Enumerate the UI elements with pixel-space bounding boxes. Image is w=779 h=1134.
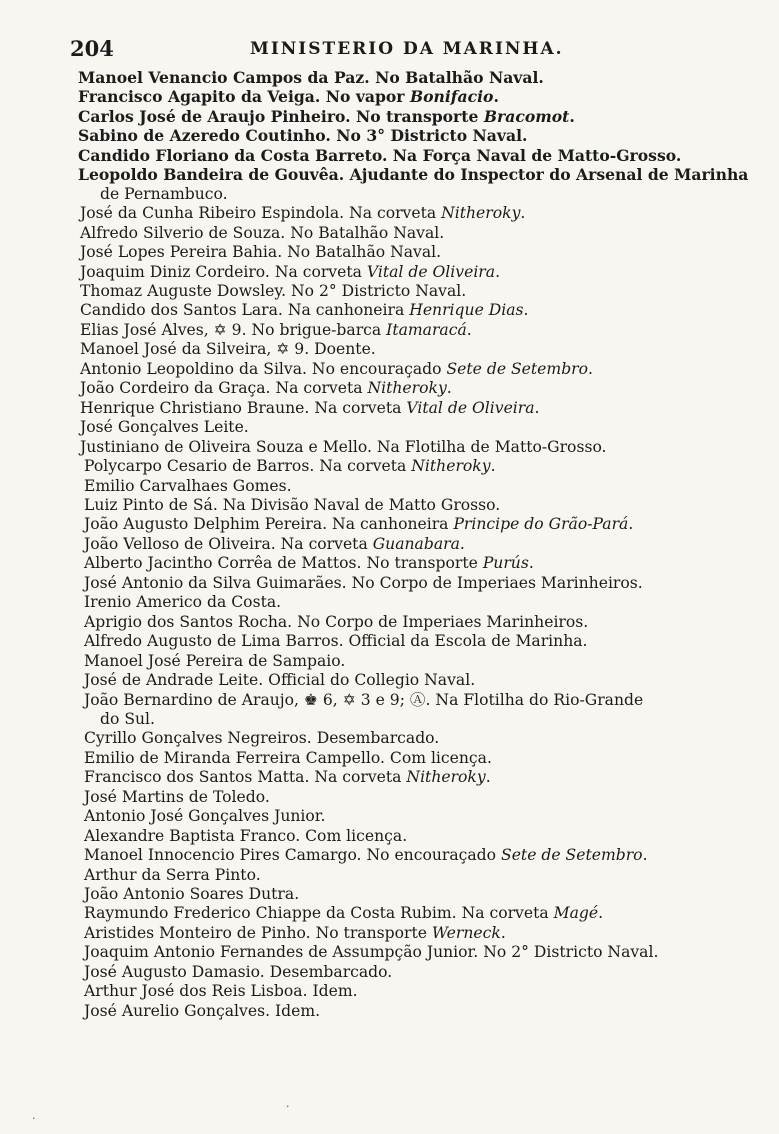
entry-text: Sabino de Azeredo Coutinho. No 3° Districto Naval.: [78, 126, 528, 146]
personnel-entry: [78, 632, 758, 651]
personnel-entry: [78, 807, 758, 826]
personnel-entry: [78, 904, 758, 923]
ship-name: Purús: [482, 554, 529, 573]
entry-text: Carlos José de Araujo Pinheiro. No transporte: [78, 106, 484, 126]
personnel-entry: [78, 593, 758, 612]
ship-name: Sete de Setembro: [446, 359, 589, 378]
personnel-entry: [78, 87, 758, 106]
entry-text: Manoel José da Silveira, ✡ 9. Doente.: [80, 340, 376, 359]
entry-text: Leopoldo Bandeira de Gouvêa. Ajudante do Inspector do Arsenal de Marinha: [78, 165, 749, 185]
personnel-entry: [78, 1002, 758, 1021]
entry-text: do Sul.: [100, 709, 155, 728]
ship-name: Magé: [553, 904, 599, 923]
entry-text: Francisco dos Santos Matta. Na corveta: [84, 768, 407, 787]
personnel-entry: [78, 165, 758, 184]
entry-text: Alexandre Baptista Franco. Com licença.: [84, 826, 408, 845]
entry-punctuation: .: [598, 904, 604, 923]
entry-text: Antonio Leopoldino da Silva. No encouraçado: [80, 359, 447, 378]
personnel-entry: [78, 340, 758, 359]
personnel-entry: [78, 554, 758, 573]
entry-list: [78, 68, 758, 1021]
ship-name: Nitheroky: [406, 768, 486, 787]
margin-speck: ·: [286, 1100, 290, 1113]
entry-text: Raymundo Frederico Chiappe da Costa Rubim. Na corveta: [84, 904, 554, 923]
entry-text: João Augusto Delphim Pereira. Na canhoneira: [84, 515, 454, 534]
entry-punctuation: .: [490, 457, 496, 476]
ship-name: Principe do Grão-Pará: [453, 515, 629, 534]
entry-punctuation: .: [520, 204, 526, 223]
entry-text: Joaquim Antonio Fernandes de Assumpção Junior. No 2° Districto Naval.: [84, 943, 659, 962]
personnel-entry: [78, 477, 758, 496]
personnel-entry: [78, 126, 758, 145]
entry-text: José Augusto Damasio. Desembarcado.: [84, 962, 393, 981]
personnel-entry: [78, 399, 758, 418]
personnel-entry: [78, 788, 758, 807]
ship-name: Vital de Oliveira: [406, 398, 535, 417]
personnel-entry: [78, 321, 758, 340]
entry-text: Cyrillo Gonçalves Negreiros. Desembarcado.: [84, 729, 440, 748]
entry-text: Arthur da Serra Pinto.: [84, 865, 261, 884]
entry-text: de Pernambuco.: [100, 184, 228, 203]
entry-punctuation: .: [628, 515, 634, 534]
entry-text: José de Andrade Leite. Official do Collegio Naval.: [84, 671, 476, 690]
entry-punctuation: .: [534, 398, 540, 417]
personnel-entry: [78, 496, 758, 515]
entry-text: Francisco Agapito da Veiga. No vapor: [78, 87, 410, 107]
personnel-entry: [78, 379, 758, 398]
entry-text: Antonio José Gonçalves Junior.: [84, 807, 326, 826]
entry-punctuation: .: [495, 262, 501, 281]
personnel-entry: [78, 846, 758, 865]
ship-name: Werneck: [431, 923, 501, 942]
entry-text: Emilio de Miranda Ferreira Campello. Com licença.: [84, 748, 492, 767]
page-header: [70, 36, 760, 62]
entry-punctuation: .: [446, 379, 452, 398]
entry-text: Aristides Monteiro de Pinho. No transporte: [84, 923, 432, 942]
personnel-entry: [78, 204, 758, 223]
personnel-entry: [78, 535, 758, 554]
entry-text: Thomaz Auguste Dowsley. No 2° Districto Naval.: [80, 281, 467, 300]
personnel-entry: [78, 360, 758, 379]
ship-name: Nitheroky: [367, 379, 447, 398]
personnel-entry: [78, 768, 758, 787]
ship-name: Bracomot: [483, 106, 570, 126]
entry-continuation: [78, 185, 758, 204]
ship-name: Guanabara: [372, 534, 460, 553]
entry-text: José Lopes Pereira Bahia. No Batalhão Naval.: [80, 243, 442, 262]
ship-name: Nitheroky: [441, 204, 521, 223]
entry-text: José Antonio da Silva Guimarães. No Corpo de Imperiaes Marinheiros.: [84, 573, 643, 592]
entry-punctuation: .: [642, 846, 648, 865]
entry-punctuation: .: [466, 320, 472, 339]
entry-text: Luiz Pinto de Sá. Na Divisão Naval de Matto Grosso.: [84, 495, 501, 514]
entry-text: Candido Floriano da Costa Barreto. Na Força Naval de Matto-Grosso.: [78, 145, 682, 165]
ship-name: Nitheroky: [411, 457, 491, 476]
entry-text: Polycarpo Cesario de Barros. Na corveta: [84, 457, 412, 476]
personnel-entry: [78, 943, 758, 962]
personnel-entry: [78, 263, 758, 282]
personnel-entry: [78, 418, 758, 437]
personnel-entry: [78, 924, 758, 943]
entry-text: Henrique Christiano Braune. Na corveta: [80, 398, 407, 417]
personnel-entry: [78, 652, 758, 671]
personnel-entry: [78, 243, 758, 262]
ship-name: Vital de Oliveira: [366, 262, 496, 281]
personnel-entry: [78, 866, 758, 885]
entry-text: Manoel José Pereira de Sampaio.: [84, 651, 346, 670]
ship-name: Henrique Dias: [409, 301, 524, 320]
entry-text: Justiniano de Oliveira Souza e Mello. Na Flotilha de Matto-Grosso.: [80, 437, 607, 456]
entry-punctuation: .: [500, 923, 506, 942]
personnel-entry: [78, 146, 758, 165]
personnel-entry: [78, 301, 758, 320]
entry-text: Joaquim Diniz Cordeiro. Na corveta: [80, 262, 367, 281]
entry-text: João Antonio Soares Dutra.: [84, 885, 300, 904]
personnel-entry: [78, 107, 758, 126]
page-number: 204: [70, 36, 114, 61]
entry-text: João Cordeiro da Graça. Na corveta: [80, 379, 368, 398]
personnel-entry: [78, 749, 758, 768]
personnel-entry: [78, 982, 758, 1001]
margin-speck: ·: [32, 1112, 36, 1125]
personnel-entry: [78, 515, 758, 534]
ship-name: Bonifacio: [409, 87, 494, 107]
entry-text: Emilio Carvalhaes Gomes.: [84, 476, 292, 495]
entry-text: Alfredo Augusto de Lima Barros. Official da Escola de Marinha.: [84, 632, 588, 651]
entry-text: José Gonçalves Leite.: [80, 418, 249, 437]
personnel-entry: [78, 457, 758, 476]
entry-text: Candido dos Santos Lara. Na canhoneira: [80, 301, 410, 320]
entry-text: Manoel Venancio Campos da Paz. No Batalhão Naval.: [78, 68, 544, 87]
entry-punctuation: .: [588, 359, 593, 378]
personnel-entry: [78, 68, 758, 87]
entry-punctuation: .: [459, 534, 465, 553]
running-title: MINISTERIO DA MARINHA.: [250, 39, 564, 59]
personnel-entry: [78, 574, 758, 593]
entry-text: Aprigio dos Santos Rocha. No Corpo de Imperiaes Marinheiros.: [84, 612, 589, 631]
entry-punctuation: .: [569, 106, 575, 126]
personnel-entry: [78, 885, 758, 904]
personnel-entry: [78, 224, 758, 243]
entry-text: Alfredo Silverio de Souza. No Batalhão Naval.: [80, 223, 445, 242]
entry-text: Alberto Jacintho Corrêa de Mattos. No transporte: [84, 554, 483, 573]
personnel-entry: [78, 671, 758, 690]
entry-text: José Aurelio Gonçalves. Idem.: [84, 1001, 321, 1020]
entry-punctuation: .: [493, 87, 499, 107]
entry-punctuation: .: [523, 301, 529, 320]
entry-continuation: [78, 710, 758, 729]
personnel-entry: [78, 963, 758, 982]
entry-punctuation: .: [528, 554, 534, 573]
entry-text: João Velloso de Oliveira. Na corveta: [84, 534, 373, 553]
personnel-entry: [78, 282, 758, 301]
ship-name: Sete de Setembro: [501, 846, 643, 865]
entry-text: Irenio Americo da Costa.: [84, 593, 282, 612]
entry-text: Elias José Alves, ✡ 9. No brigue-barca: [80, 320, 387, 339]
entry-text: Manoel Innocencio Pires Camargo. No encouraçado: [84, 846, 502, 865]
personnel-entry: [78, 729, 758, 748]
ship-name: Itamaracá: [386, 320, 467, 339]
entry-punctuation: .: [485, 768, 491, 787]
personnel-entry: [78, 827, 758, 846]
personnel-entry: [78, 613, 758, 632]
entry-text: José Martins de Toledo.: [84, 787, 270, 806]
entry-text: João Bernardino de Araujo, ♚ 6, ✡ 3 e 9; Ⓐ. Na Flotilha do Rio-Grande: [84, 690, 644, 709]
personnel-entry: [78, 438, 758, 457]
entry-text: Arthur José dos Reis Lisboa. Idem.: [84, 982, 358, 1001]
personnel-entry: [78, 691, 758, 710]
entry-text: José da Cunha Ribeiro Espindola. Na corveta: [80, 204, 442, 223]
